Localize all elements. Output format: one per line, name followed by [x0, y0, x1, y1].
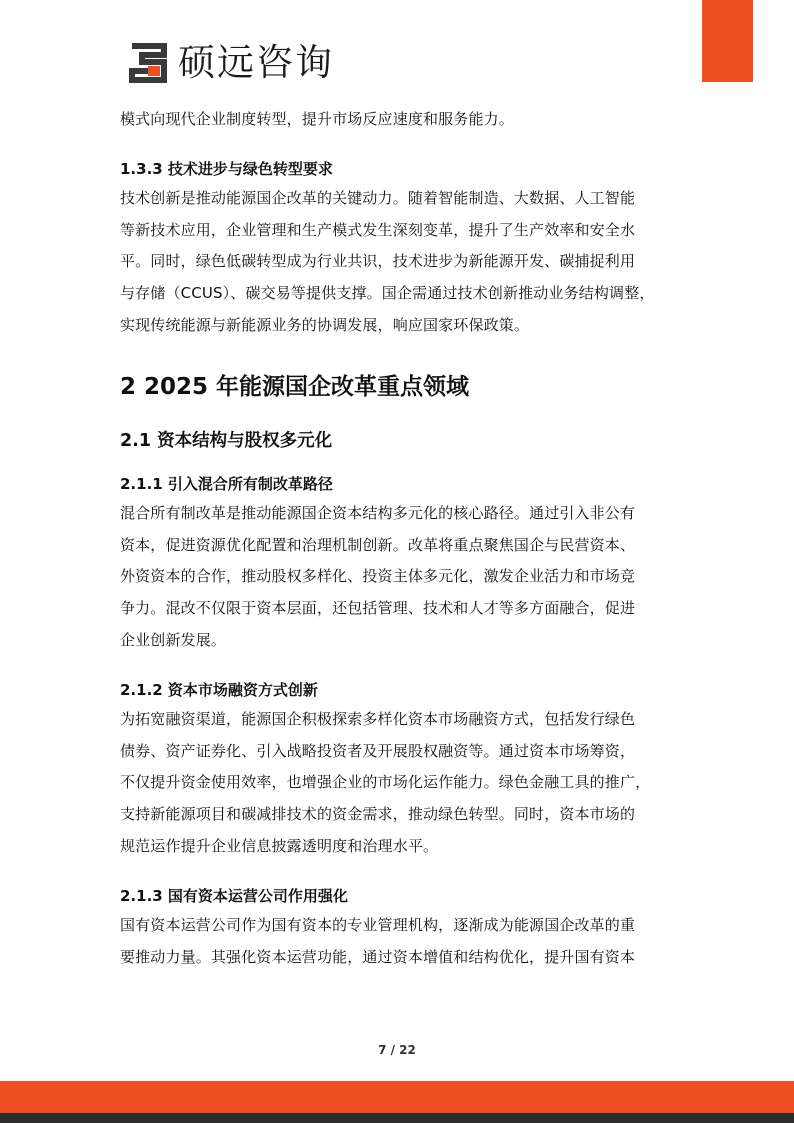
footer-dark-bar: [0, 1113, 794, 1123]
footer-accent-bar: [0, 1081, 794, 1113]
text-line: 国有资本运营公司作为国有资本的专业管理机构，逐渐成为能源国企改革的重: [120, 915, 636, 934]
logo-mark-orange-stroke: [148, 66, 160, 76]
heading-2-1-1: 2.1.1 引入混合所有制改革路径: [120, 474, 333, 493]
text-line: 平。同时，绿色低碳转型成为行业共识，技术进步为新能源开发、碳捕捉利用: [120, 252, 636, 271]
paragraph-continuation: [120, 104, 680, 136]
heading-2-1-3: 2.1.3 国有资本运营公司作用强化: [120, 886, 348, 905]
text-line: 模式向现代企业制度转型，提升市场反应速度和服务能力。: [120, 110, 514, 128]
text-line: 技术创新是推动能源国企改革的关键动力。随着智能制造、大数据、人工智能: [120, 188, 636, 207]
section-heading-2: 2 2025 年能源国企改革重点领域: [120, 373, 470, 400]
text-line: 外资资本的合作，推动股权多样化、投资主体多元化，激发企业活力和市场竞: [120, 567, 636, 586]
paragraph-2-1-3: [120, 910, 680, 974]
paragraph-1-3-3: [120, 183, 680, 342]
shuoyuan-logo-mark-icon: [128, 42, 170, 84]
text-line: 债券、资产证券化、引入战略投资者及开展股权融资等。通过资本市场筹资，: [120, 741, 636, 760]
text-line: 不仅提升资金使用效率，也增强企业的市场化运作能力。绿色金融工具的推广，: [120, 773, 651, 792]
document-body: [120, 104, 680, 973]
paragraph-2-1-1: [120, 498, 680, 657]
text-line: 混合所有制改革是推动能源国企资本结构多元化的核心路径。通过引入非公有: [120, 503, 636, 522]
brand-logo: [128, 40, 334, 86]
page-number: 7 / 22: [378, 1043, 416, 1057]
text-line: 规范运作提升企业信息披露透明度和治理水平。: [120, 836, 439, 855]
text-line: 等新技术应用，企业管理和生产模式发生深刻变革，提升了生产效率和安全水: [120, 220, 636, 239]
text-line: 企业创新发展。: [120, 630, 227, 649]
text-line: 实现传统能源与新能源业务的协调发展，响应国家环保政策。: [120, 315, 530, 334]
paragraph-2-1-2: [120, 704, 680, 863]
corner-accent-block: [702, 0, 753, 82]
text-line: 与存储（CCUS）、碳交易等提供支撑。国企需通过技术创新推动业务结构调整，: [120, 284, 655, 303]
text-line: 资本，促进资源优化配置和治理机制创新。改革将重点聚焦国企与民营资本、: [120, 535, 636, 554]
heading-1-3-3: 1.3.3 技术进步与绿色转型要求: [120, 159, 333, 178]
heading-2-1: 2.1 资本结构与股权多元化: [120, 430, 333, 451]
text-line: 为拓宽融资渠道，能源国企积极探索多样化资本市场融资方式，包括发行绿色: [120, 709, 636, 728]
brand-name: 硕远咨询: [178, 41, 334, 84]
text-line: 要推动力量。其强化资本运营功能，通过资本增值和结构优化，提升国有资本: [120, 947, 636, 966]
heading-2-1-2: 2.1.2 资本市场融资方式创新: [120, 680, 318, 699]
text-line: 支持新能源项目和碳减排技术的资金需求，推动绿色转型。同时，资本市场的: [120, 805, 636, 824]
text-line: 争力。混改不仅限于资本层面，还包括管理、技术和人才等多方面融合，促进: [120, 599, 636, 618]
